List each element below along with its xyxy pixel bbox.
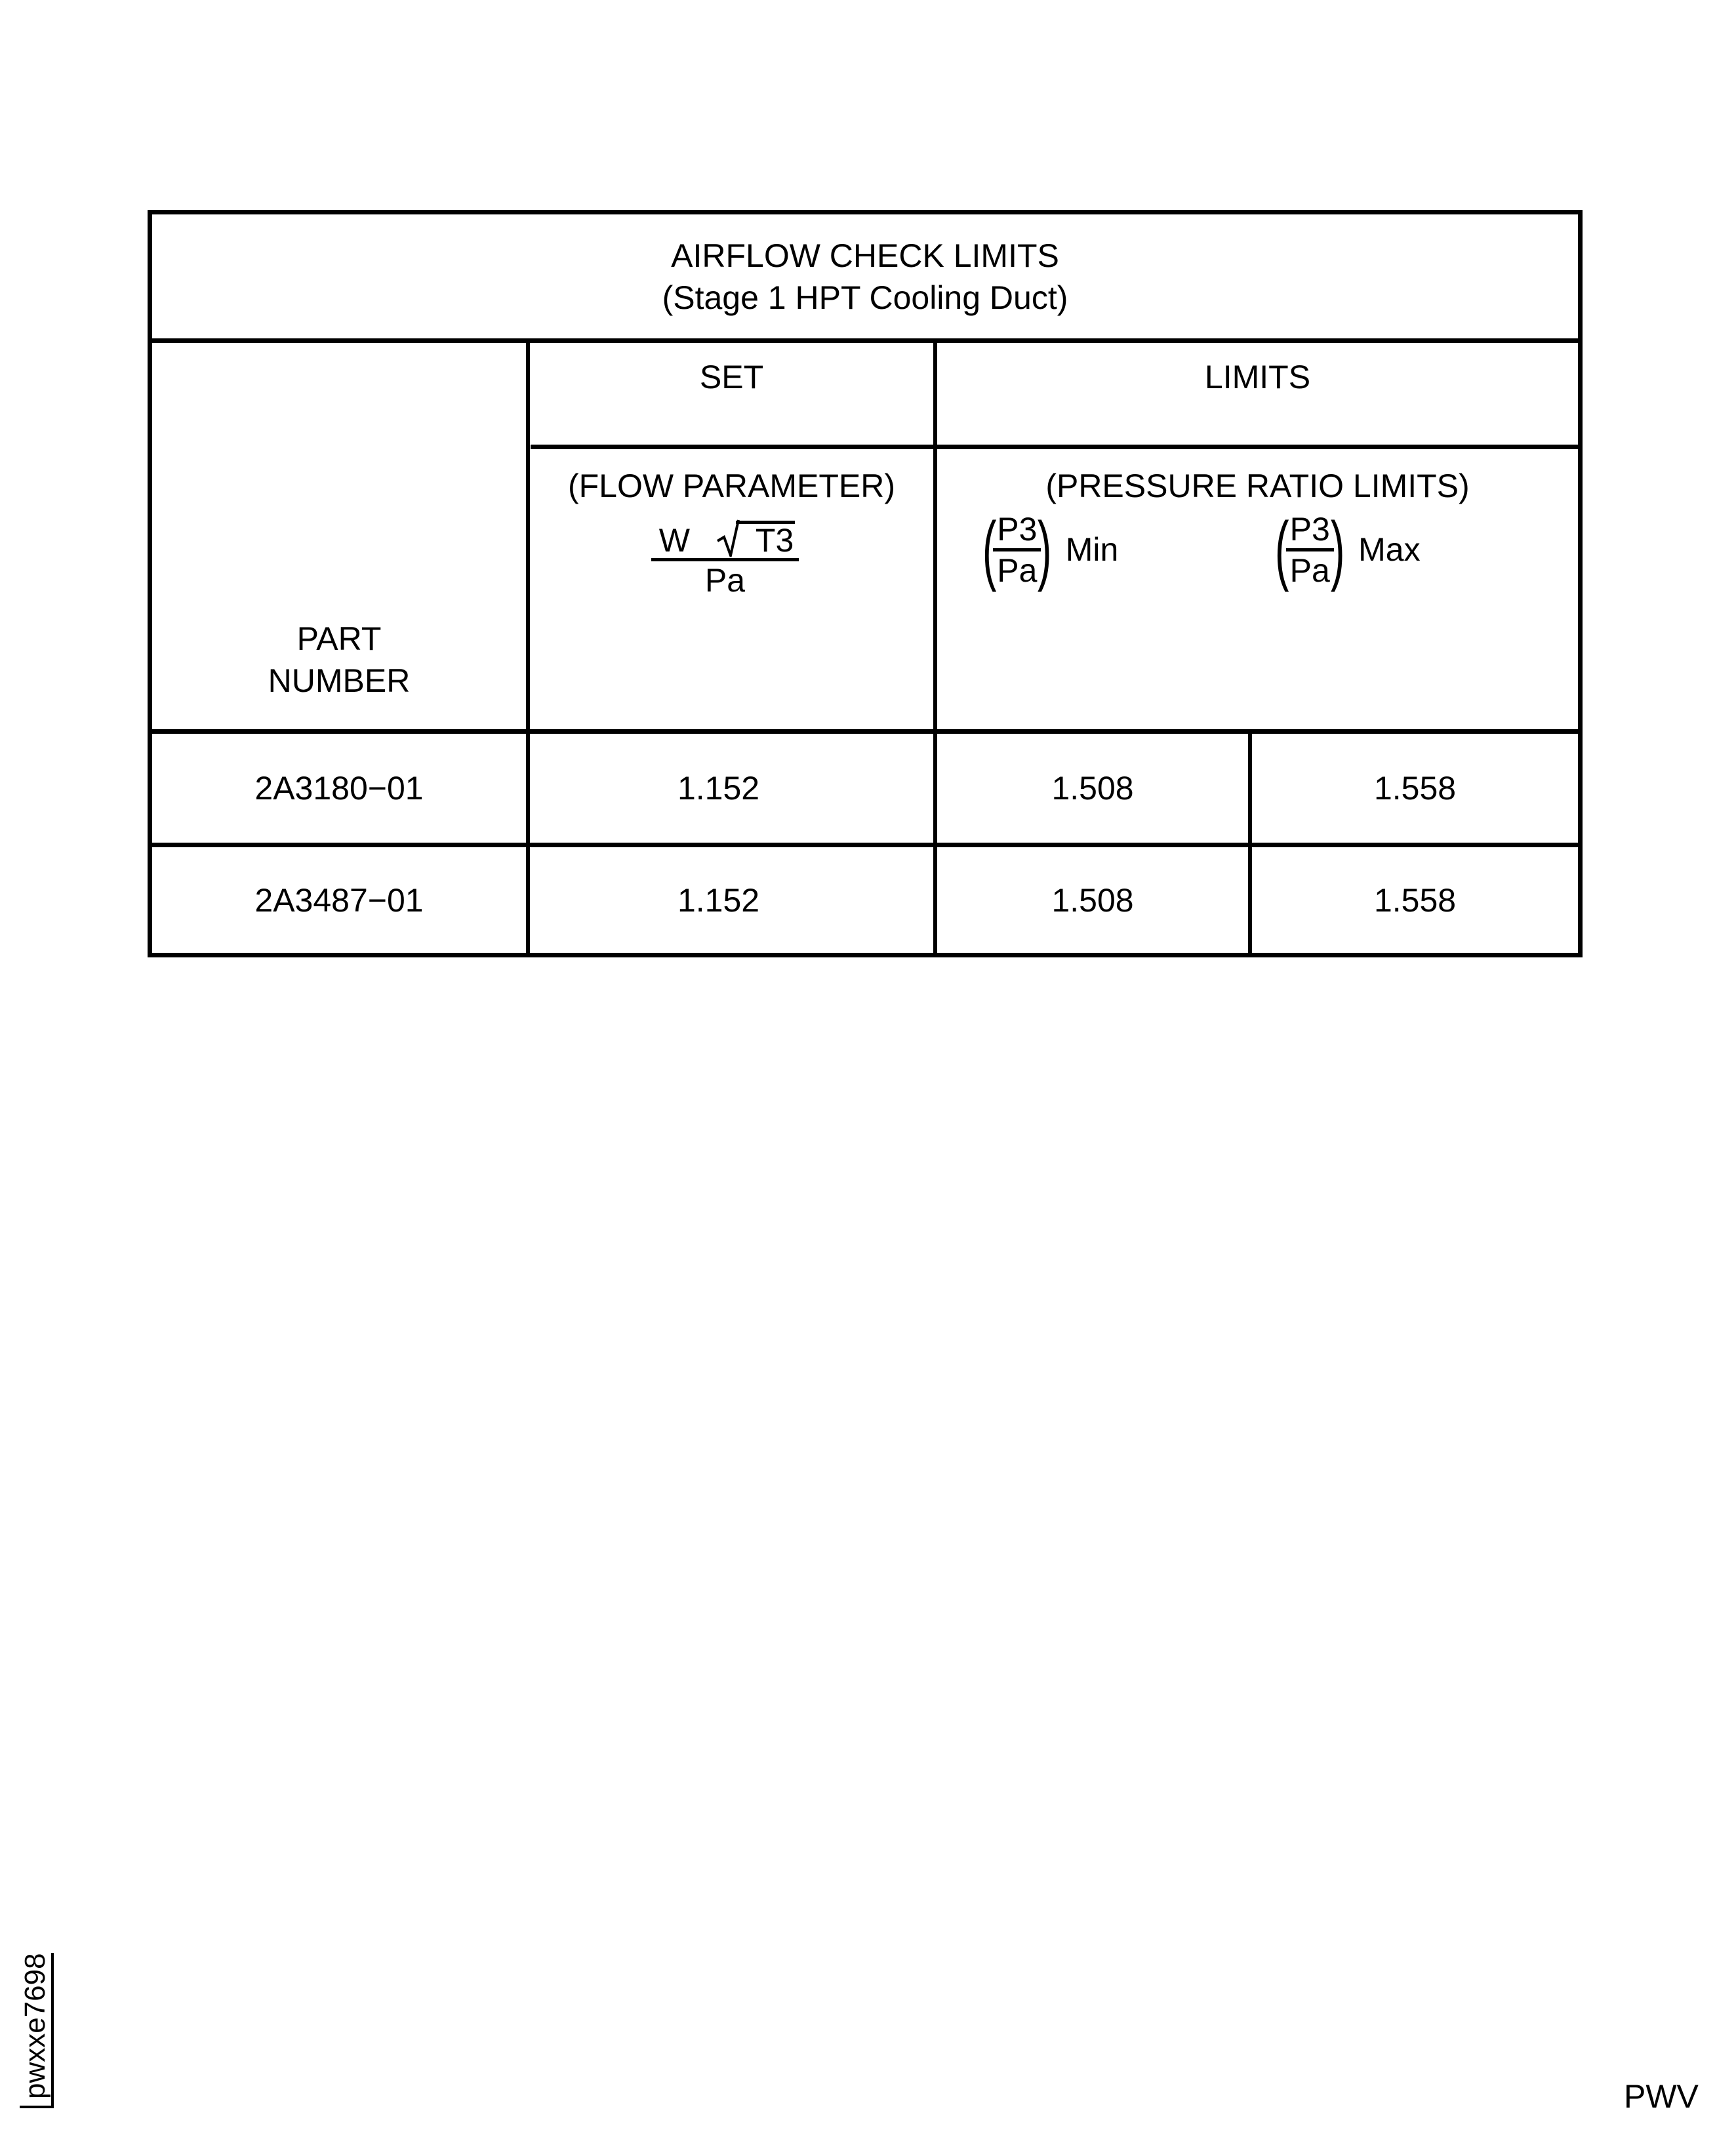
airflow-check-limits-table [148, 210, 1583, 957]
table-row-1-min: 1.508 [1051, 770, 1134, 807]
formula-radicand: T3 [736, 521, 795, 557]
figure-id: pwxxe7698 [20, 1953, 54, 2108]
formula-w: W [658, 522, 690, 559]
table-row-2-min: 1.508 [1051, 881, 1134, 919]
ratio-min-numerator: P3 [993, 513, 1041, 551]
formula-denominator: Pa [704, 562, 746, 599]
limits-header [937, 343, 1578, 445]
divider [152, 843, 1578, 847]
ratio-max-denominator: Pa [1289, 551, 1330, 589]
title-line-2: (Stage 1 HPT Cooling Duct) [662, 279, 1068, 316]
divider [152, 729, 1578, 734]
sqrt-icon [716, 519, 795, 557]
ratio-min [977, 506, 1119, 593]
part-number-header-line-1: PART [296, 620, 382, 657]
ratio-min-label: Min [1065, 531, 1119, 568]
left-paren-icon: ( [982, 506, 997, 593]
table-row-2-part-number: 2A3487−01 [254, 881, 424, 919]
right-paren-icon: ) [1038, 506, 1052, 593]
limits-header-label: LIMITS [1204, 359, 1311, 395]
set-header-label: SET [699, 359, 764, 395]
part-number-header [152, 343, 526, 729]
flow-parameter-header [530, 449, 933, 729]
right-paren-icon: ) [1330, 506, 1345, 593]
part-number-header-line-2: NUMBER [268, 662, 411, 699]
ratio-max-label: Max [1358, 531, 1421, 568]
footer-code: PWV [1624, 2078, 1699, 2115]
ratio-max-numerator: P3 [1286, 513, 1334, 551]
pressure-ratio-header [937, 449, 1578, 729]
ratio-min-denominator: Pa [997, 551, 1038, 589]
table-row-2-flow-parameter: 1.152 [677, 881, 760, 919]
table-title [152, 214, 1578, 338]
pressure-ratio-label: (PRESSURE RATIO LIMITS) [1045, 468, 1470, 504]
table-row-2-max: 1.558 [1373, 881, 1457, 919]
flow-formula [651, 519, 799, 597]
divider [152, 338, 1578, 343]
flow-parameter-label: (FLOW PARAMETER) [567, 468, 896, 504]
ratio-max [1269, 506, 1421, 593]
table-row-1-max: 1.558 [1373, 770, 1457, 807]
title-line-1: AIRFLOW CHECK LIMITS [671, 237, 1059, 274]
divider [531, 445, 1578, 449]
set-header [530, 343, 933, 445]
table-row-1-part-number: 2A3180−01 [254, 770, 424, 807]
left-paren-icon: ( [1275, 506, 1289, 593]
table-row-1-flow-parameter: 1.152 [677, 770, 760, 807]
